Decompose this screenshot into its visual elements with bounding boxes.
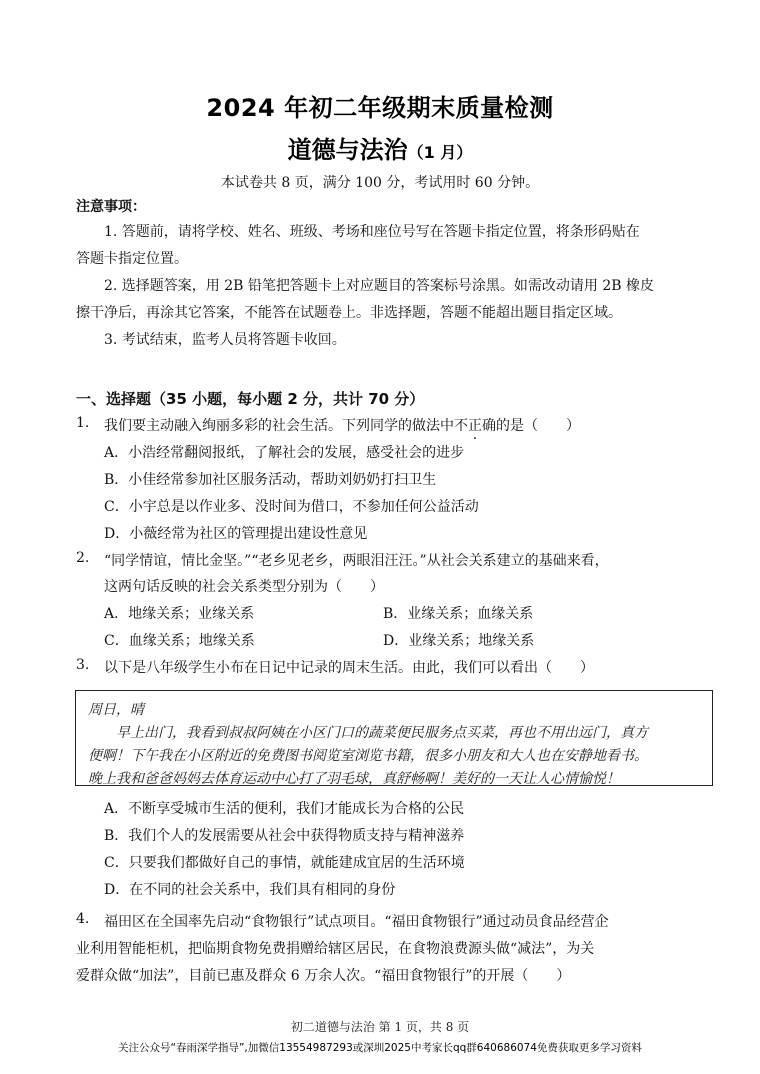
q2-stem-line-2: 这两句话反映的社会关系类型分别为（ ）: [104, 579, 384, 595]
q1-stem-part-c: 的是（ ）: [496, 418, 580, 434]
diary-date: 周日，晴: [88, 702, 144, 718]
section-1-heading: 一、选择题（35 小题，每小题 2 分，共计 70 分）: [76, 390, 425, 408]
q1-stem-emphasis: 不正确: [454, 418, 496, 434]
subject-month: （1 月）: [407, 143, 473, 162]
q2-stem-line-1: “同学情谊，情比金坚。”“老乡见老乡，两眼泪汪汪。”从社会关系建立的基础来看，: [104, 553, 609, 569]
q3-option-a: A．不断享受城市生活的便利，我们才能成长为合格的公民: [104, 801, 465, 817]
q4-stem-line-2: 业利用智能柜机，把临期食物免费捐赠给辖区居民，在食物浪费源头做“减法”，为关: [76, 941, 595, 957]
q1-option-b: B．小佳经常参加社区服务活动，帮助刘奶奶打扫卫生: [104, 472, 437, 488]
q1-option-a: A．小浩经常翻阅报纸，了解社会的发展，感受社会的进步: [104, 445, 465, 461]
promo-notice: 关注公众号“春雨深学指导”,加微信13554987293或深圳2025中考家长qq群640686074免费获取更多学习资料: [118, 1042, 642, 1054]
q1-stem: [104, 415, 580, 435]
note-2-line-2: 擦干净后，再涂其它答案，不能答在试题卷上。非选择题，答题不能超出题目指定区域。: [76, 305, 622, 321]
q4-stem-line-1: 福田区在全国率先启动“食物银行”试点项目。“福田食物银行”通过动员食品经营企: [104, 914, 609, 930]
q1-option-c: C．小宇总是以作业多、没时间为借口，不参加任何公益活动: [104, 499, 479, 515]
page-footer: 初二道德与法治 第 1 页，共 8 页: [290, 1020, 470, 1034]
diary-line-1: 早上出门，我看到叔叔阿姨在小区门口的蔬菜便民服务点买菜，再也不用出远门，真方: [116, 725, 648, 741]
q4-number: 4.: [76, 911, 90, 927]
q2-option-b: B．业缘关系；血缘关系: [383, 606, 534, 622]
q1-option-d: D．小薇经常为社区的管理提出建设性意见: [104, 526, 368, 542]
diary-line-3: 晚上我和爸爸妈妈去体育运动中心打了羽毛球，真舒畅啊！美好的一天让人心情愉悦！: [88, 771, 620, 787]
subject-name: 道德与法治: [287, 136, 408, 164]
q3-number: 3.: [76, 657, 90, 673]
q2-option-d: D．业缘关系；地缘关系: [383, 633, 535, 649]
notes-heading: 注意事项：: [76, 199, 146, 215]
exam-info: 本试卷共 8 页，满分 100 分，考试用时 60 分钟。: [220, 175, 540, 191]
q1-number: 1.: [76, 415, 90, 431]
note-2-line-1: 2. 选择题答案，用 2B 铅笔把答题卡上对应题目的答案标号涂黑。如需改动请用 2B 橡皮: [104, 278, 654, 294]
diary-box: [75, 690, 713, 786]
q4-stem-line-3: 爱群众做“加法”，目前已惠及群众 6 万余人次。“福田食物银行”的开展（ ）: [76, 968, 571, 984]
q3-stem: 以下是八年级学生小布在日记中记录的周末生活。由此，我们可以看出（ ）: [104, 660, 594, 676]
subject-title: [0, 130, 760, 165]
note-3: 3. 考试结束，监考人员将答题卡收回。: [104, 332, 346, 348]
q2-number: 2.: [76, 550, 90, 566]
q3-option-c: C．只要我们都做好自己的事情，就能建成宜居的生活环境: [104, 855, 465, 871]
note-1-line-1: 1. 答题前，请将学校、姓名、班级、考场和座位号写在答题卡指定位置，将条形码贴在: [104, 224, 640, 240]
q2-option-a: A．地缘关系；业缘关系: [104, 606, 255, 622]
q1-stem-part-a: 我们要主动融入绚丽多彩的社会生活。下列同学的做法中: [104, 418, 454, 434]
q3-option-d: D．在不同的社会关系中，我们具有相同的身份: [104, 882, 396, 898]
exam-title: 2024 年初二年级期末质量检测: [206, 94, 554, 122]
note-1-line-2: 答题卡指定位置。: [76, 251, 188, 267]
q2-option-c: C．血缘关系；地缘关系: [104, 633, 255, 649]
diary-line-2: 便啊！下午我在小区附近的免费图书阅览室浏览书籍，很多小朋友和大人也在安静地看书。: [88, 748, 648, 764]
q3-option-b: B．我们个人的发展需要从社会中获得物质支持与精神滋养: [104, 828, 465, 844]
